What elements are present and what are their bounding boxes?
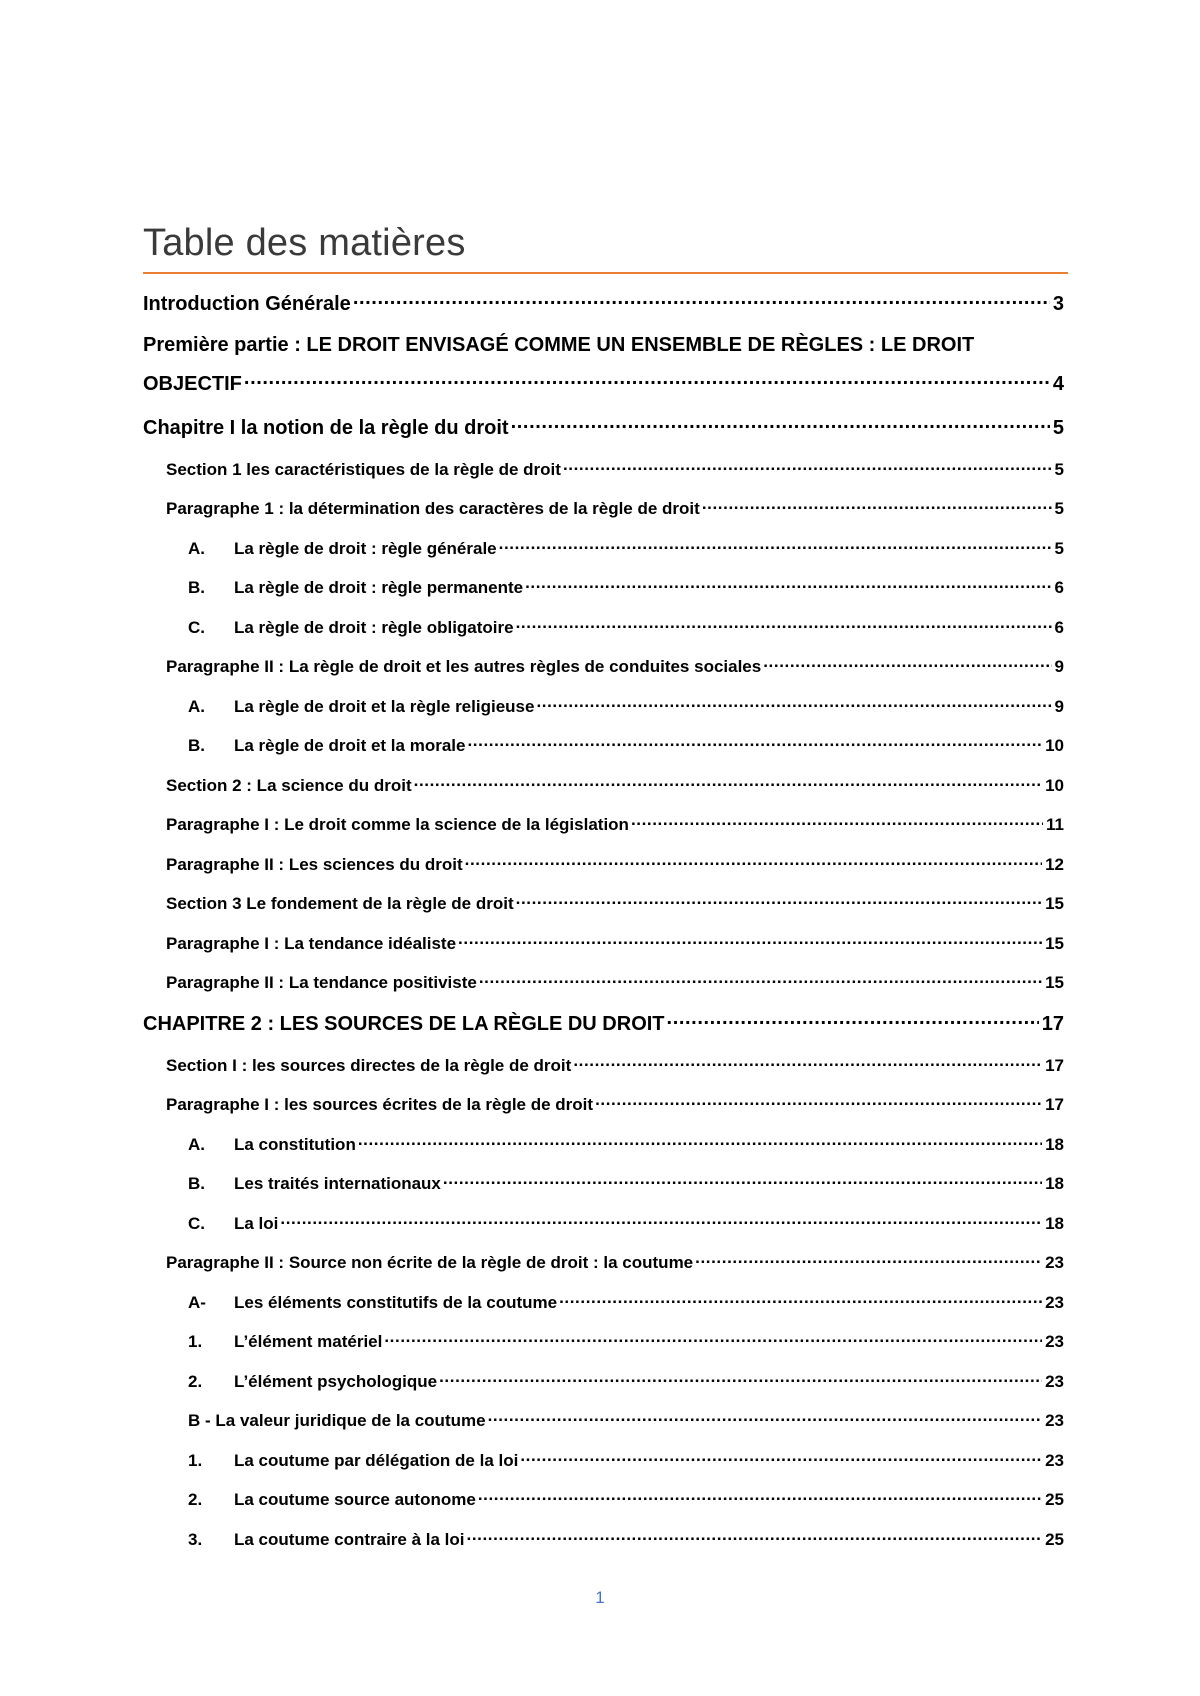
toc-entry-page: 10 <box>1045 736 1064 755</box>
toc-entry-section[interactable] <box>166 458 1064 480</box>
toc-entry-page: 4 <box>1052 373 1064 395</box>
toc-entry-marker: 1. <box>188 1451 203 1470</box>
toc-entry-paragraphe[interactable] <box>166 1251 1064 1273</box>
dot-leader <box>536 695 1051 712</box>
toc-entry-paragraphe[interactable] <box>166 971 1064 993</box>
toc-entry-label: La constitution <box>234 1135 356 1154</box>
dot-leader <box>559 1291 1042 1308</box>
dot-leader <box>631 813 1043 830</box>
toc-entry-chapitre-1[interactable] <box>143 414 1064 440</box>
toc-entry-page: 17 <box>1041 1013 1064 1035</box>
toc-entry-page: 25 <box>1045 1490 1064 1509</box>
toc-entry-page: 10 <box>1045 776 1064 795</box>
toc-entry-subitem[interactable] <box>188 695 1064 717</box>
dot-leader <box>516 892 1042 909</box>
toc-entry-label: Section I : les sources directes de la règle de droit <box>166 1056 572 1075</box>
page-title: Table des matières <box>143 222 466 264</box>
toc-entry-label: Paragraphe I : La tendance idéaliste <box>166 934 457 953</box>
toc-entry-page: 15 <box>1045 973 1064 992</box>
dot-leader <box>358 1133 1042 1150</box>
toc-entry-page: 15 <box>1045 934 1064 953</box>
toc-entry-subitem[interactable] <box>188 1370 1064 1392</box>
toc-entry-paragraphe[interactable] <box>166 1093 1064 1115</box>
toc-entry-introduction[interactable] <box>143 290 1064 316</box>
toc-entry-subitem[interactable] <box>188 1488 1064 1510</box>
toc-entry-label: La règle de droit : règle permanente <box>234 578 524 597</box>
toc-entry-marker: C. <box>188 1214 205 1233</box>
toc-entry-subitem[interactable] <box>188 1449 1064 1471</box>
toc-entry-subitem[interactable] <box>188 1409 1064 1431</box>
toc-entry-label: Paragraphe I : Le droit comme la science de la législation <box>166 815 629 834</box>
toc-entry-marker: C. <box>188 618 205 637</box>
toc-entry-section[interactable] <box>166 774 1064 796</box>
toc-entry-label: Paragraphe II : La règle de droit et les autres règles de conduites sociales <box>166 657 762 676</box>
toc-entry-page: 6 <box>1054 578 1064 597</box>
toc-entry-subitem[interactable] <box>188 1330 1064 1352</box>
dot-leader <box>563 458 1052 475</box>
toc-entry-page: 5 <box>1052 417 1064 439</box>
toc-entry-marker: 1. <box>188 1332 203 1351</box>
dot-leader <box>479 971 1042 988</box>
dot-leader <box>467 734 1042 751</box>
toc-entry-paragraphe[interactable] <box>166 655 1064 677</box>
toc-entry-page: 23 <box>1045 1293 1064 1312</box>
toc-entry-label: Chapitre I la notion de la règle du droit <box>143 417 509 439</box>
dot-leader <box>414 774 1042 791</box>
toc-entry-page: 9 <box>1054 697 1064 716</box>
toc-entry-label: Paragraphe 1 : la détermination des caractères de la règle de droit <box>166 499 700 518</box>
dot-leader <box>702 497 1052 514</box>
dot-leader <box>511 414 1050 434</box>
toc-entry-marker: A. <box>188 697 205 716</box>
toc-entry-label: B - La valeur juridique de la coutume <box>188 1411 486 1430</box>
toc-entry-page: 17 <box>1045 1095 1064 1114</box>
toc-entry-label: L’élément psychologique <box>234 1372 438 1391</box>
toc-entry-page: 9 <box>1054 657 1064 676</box>
toc-entry-label: Paragraphe II : Source non écrite de la règle de droit : la coutume <box>166 1253 694 1272</box>
toc-entry-paragraphe[interactable] <box>166 853 1064 875</box>
toc-entry-label: Paragraphe II : Les sciences du droit <box>166 855 463 874</box>
dot-leader <box>443 1172 1042 1189</box>
toc-entry-page: 3 <box>1052 293 1064 315</box>
toc-entry-page: 23 <box>1045 1332 1064 1351</box>
dot-leader <box>280 1212 1042 1229</box>
dot-leader <box>458 932 1042 949</box>
toc-entry-page: 23 <box>1045 1451 1064 1470</box>
toc-entry-label: La règle de droit et la règle religieuse <box>234 697 535 716</box>
toc-entry-label: Les traités internationaux <box>234 1174 441 1193</box>
dot-leader <box>439 1370 1042 1387</box>
dot-leader <box>353 290 1050 310</box>
toc-entry-subitem[interactable] <box>188 1172 1064 1194</box>
toc-entry-label: Introduction Générale <box>143 293 351 315</box>
dot-leader <box>667 1010 1039 1030</box>
title-divider <box>143 272 1068 274</box>
toc-entry-section[interactable] <box>166 892 1064 914</box>
toc-entry-label: Section 3 Le fondement de la règle de droit <box>166 894 514 913</box>
toc-entry-label: OBJECTIF <box>143 373 242 395</box>
dot-leader <box>520 1449 1042 1466</box>
toc-entry-page: 12 <box>1045 855 1064 874</box>
page-number: 1 <box>595 1588 605 1607</box>
toc-entry-marker: B. <box>188 578 205 597</box>
toc-entry-subitem[interactable] <box>188 576 1064 598</box>
toc-entry-label: La coutume contraire à la loi <box>234 1530 465 1549</box>
toc-entry-subitem[interactable] <box>188 616 1064 638</box>
dot-leader <box>573 1054 1042 1071</box>
dot-leader <box>499 537 1052 554</box>
toc-entry-label: La coutume source autonome <box>234 1490 476 1509</box>
toc-entry-page: 23 <box>1045 1411 1064 1430</box>
toc-entry-subitem[interactable] <box>188 1133 1064 1155</box>
toc-entry-marker: A- <box>188 1293 206 1312</box>
toc-entry-label: La loi <box>234 1214 279 1233</box>
toc-entry-subitem[interactable] <box>188 1291 1064 1313</box>
toc-entry-page: 6 <box>1054 618 1064 637</box>
toc-entry-label: Section 1 les caractéristiques de la règle de droit <box>166 460 561 479</box>
toc-entry-marker: B. <box>188 1174 205 1193</box>
dot-leader <box>384 1330 1042 1347</box>
dot-leader <box>244 370 1050 390</box>
toc-entry-page: 18 <box>1045 1135 1064 1154</box>
toc-entry-page: 5 <box>1054 539 1064 558</box>
dot-leader <box>516 616 1052 633</box>
toc-entry-premiere-partie[interactable] <box>143 370 1064 396</box>
toc-entry-label: La règle de droit et la morale <box>234 736 466 755</box>
dot-leader <box>465 853 1042 870</box>
toc-entry-label: Les éléments constitutifs de la coutume <box>234 1293 558 1312</box>
toc-entry-label: Section 2 : La science du droit <box>166 776 412 795</box>
toc-entry-premiere-partie-line1[interactable]: Première partie : LE DROIT ENVISAGÉ COMME UN ENSEMBLE DE RÈGLES : LE DROIT <box>143 334 975 356</box>
toc-entry-chapitre-2[interactable] <box>143 1010 1064 1036</box>
toc-entry-page: 11 <box>1046 815 1064 834</box>
toc-entry-subitem[interactable] <box>188 537 1064 559</box>
dot-leader <box>467 1528 1043 1545</box>
toc-entry-paragraphe[interactable] <box>166 932 1064 954</box>
toc-entry-page: 17 <box>1045 1056 1064 1075</box>
dot-leader <box>763 655 1051 672</box>
toc-entry-marker: A. <box>188 539 205 558</box>
toc-entry-label: Paragraphe II : La tendance positiviste <box>166 973 477 992</box>
toc-entry-label: La coutume par délégation de la loi <box>234 1451 519 1470</box>
toc-entry-page: 18 <box>1045 1214 1064 1233</box>
toc-entry-subitem[interactable] <box>188 1212 1064 1234</box>
toc-entry-paragraphe[interactable] <box>166 813 1064 835</box>
dot-leader <box>488 1409 1043 1426</box>
toc-entry-page: 23 <box>1045 1253 1064 1272</box>
toc-entry-marker: A. <box>188 1135 205 1154</box>
toc-entry-section[interactable] <box>166 1054 1064 1076</box>
toc-entry-label: La règle de droit : règle générale <box>234 539 497 558</box>
toc-entry-page: 15 <box>1045 894 1064 913</box>
toc-entry-page: 23 <box>1045 1372 1064 1391</box>
toc-entry-label: L’élément matériel <box>234 1332 383 1351</box>
toc-entry-marker: 3. <box>188 1530 203 1549</box>
toc-entry-label: Paragraphe I : les sources écrites de la règle de droit <box>166 1095 594 1114</box>
dot-leader <box>595 1093 1042 1110</box>
toc-entry-marker: 2. <box>188 1490 203 1509</box>
toc-entry-label: CHAPITRE 2 : LES SOURCES DE LA RÈGLE DU DROIT <box>143 1013 665 1035</box>
toc-entry-label: La règle de droit : règle obligatoire <box>234 618 514 637</box>
toc-entry-marker: 2. <box>188 1372 203 1391</box>
toc-entry-page: 5 <box>1054 499 1064 518</box>
toc-entry-subitem[interactable] <box>188 734 1064 756</box>
toc-entry-page: 5 <box>1054 460 1064 479</box>
toc-entry-marker: B. <box>188 736 205 755</box>
toc-entry-paragraphe[interactable] <box>166 497 1064 519</box>
dot-leader <box>525 576 1051 593</box>
dot-leader <box>478 1488 1042 1505</box>
toc-entry-subitem[interactable] <box>188 1528 1064 1550</box>
dot-leader <box>695 1251 1042 1268</box>
toc-entry-page: 25 <box>1045 1530 1064 1549</box>
toc-entry-page: 18 <box>1045 1174 1064 1193</box>
